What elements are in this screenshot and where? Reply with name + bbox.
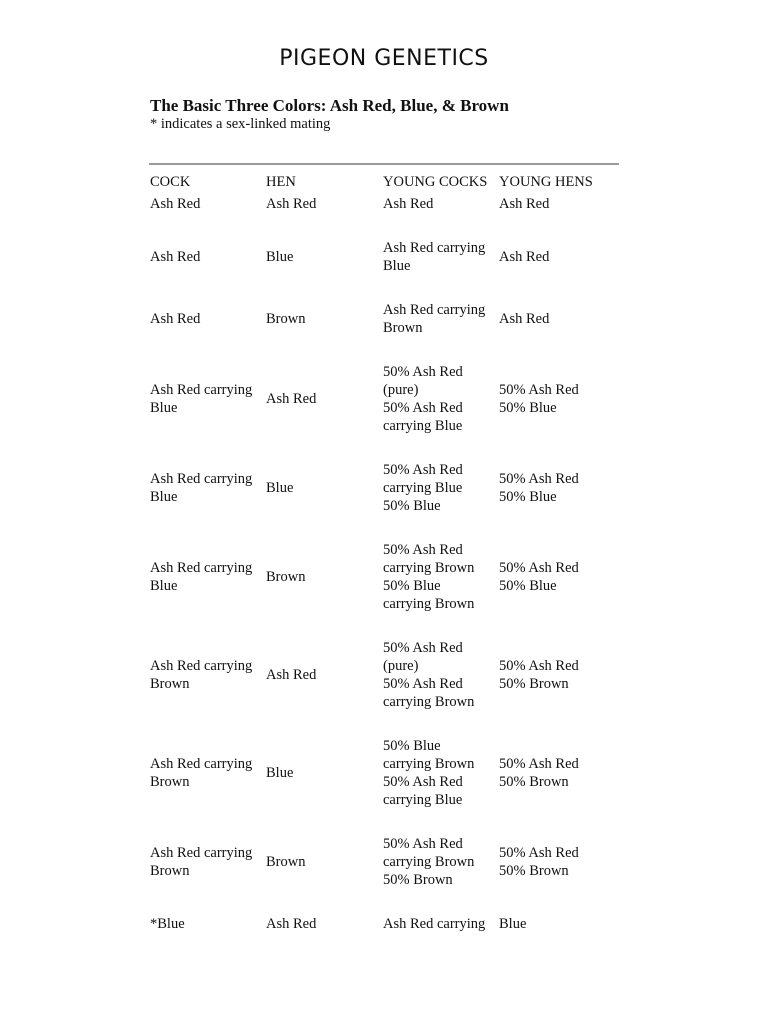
page-title: PIGEON GENETICS [279,46,489,71]
cell-young-cocks: Ash Red carrying [383,916,486,932]
header-young-hens: YOUNG HENS [499,174,593,190]
cell-young-hens: 50% Ash Red 50% Blue [499,382,579,416]
table-header-row [150,170,620,194]
cell-hen: Ash Red [266,916,317,932]
cell-young-hens: Blue [499,916,527,932]
cell-cock: Ash Red carrying Brown [150,845,253,879]
table-row [150,300,620,338]
cell-young-cocks: 50% Ash Red (pure) 50% Ash Red carrying Blue [383,364,463,434]
table-row [150,914,620,934]
cell-hen: Ash Red [266,391,317,407]
cell-young-cocks: 50% Blue carrying Brown 50% Ash Red carrying Blue [383,738,475,808]
cell-young-cocks: 50% Ash Red carrying Brown 50% Blue carrying Brown [383,542,475,612]
cell-young-cocks: Ash Red carrying Blue [383,240,486,274]
section-note: * indicates a sex-linked mating [150,116,331,132]
cell-hen: Brown [266,311,306,327]
table-divider [149,163,619,165]
cell-young-hens: Ash Red [499,249,550,265]
cell-cock: Ash Red [150,249,201,265]
table-row [150,736,620,810]
table-row [150,516,620,540]
cell-hen: Brown [266,854,306,870]
cell-young-hens: 50% Ash Red 50% Blue [499,471,579,505]
genetics-table [150,170,620,934]
cell-cock: *Blue [150,916,185,932]
table-row [150,712,620,736]
table-row [150,834,620,890]
cell-young-cocks: Ash Red [383,196,434,212]
cell-hen: Blue [266,765,294,781]
cell-cock: Ash Red carrying Brown [150,658,253,692]
header-hen: HEN [266,174,296,190]
cell-young-hens: 50% Ash Red 50% Brown [499,658,579,692]
table-row [150,638,620,712]
cell-young-hens: Ash Red [499,311,550,327]
cell-hen: Brown [266,569,306,585]
header-young-cocks: YOUNG COCKS [383,174,488,190]
cell-cock: Ash Red [150,196,201,212]
table-row [150,810,620,834]
cell-young-cocks: 50% Ash Red carrying Blue 50% Blue [383,462,463,514]
cell-hen: Ash Red [266,196,317,212]
cell-young-hens: 50% Ash Red 50% Brown [499,756,579,790]
table-row [150,614,620,638]
cell-young-hens: Ash Red [499,196,550,212]
cell-hen: Blue [266,480,294,496]
cell-cock: Ash Red carrying Brown [150,756,253,790]
cell-young-cocks: 50% Ash Red carrying Brown 50% Brown [383,836,475,888]
header-cock: COCK [150,174,191,190]
table-row [150,194,620,214]
table-row [150,338,620,362]
table-row [150,214,620,238]
table-row [150,276,620,300]
cell-young-hens: 50% Ash Red 50% Brown [499,845,579,879]
cell-young-cocks: Ash Red carrying Brown [383,302,486,336]
cell-cock: Ash Red carrying Blue [150,560,253,594]
table-row [150,540,620,614]
cell-hen: Ash Red [266,667,317,683]
cell-young-hens: 50% Ash Red 50% Blue [499,560,579,594]
cell-hen: Blue [266,249,294,265]
table-row [150,890,620,914]
cell-cock: Ash Red carrying Blue [150,382,253,416]
table-row [150,460,620,516]
cell-cock: Ash Red carrying Blue [150,471,253,505]
cell-young-cocks: 50% Ash Red (pure) 50% Ash Red carrying Brown [383,640,475,710]
table-row [150,238,620,276]
cell-cock: Ash Red [150,311,201,327]
table-row [150,362,620,436]
section-heading: The Basic Three Colors: Ash Red, Blue, & Brown [150,96,509,115]
table-row [150,436,620,460]
